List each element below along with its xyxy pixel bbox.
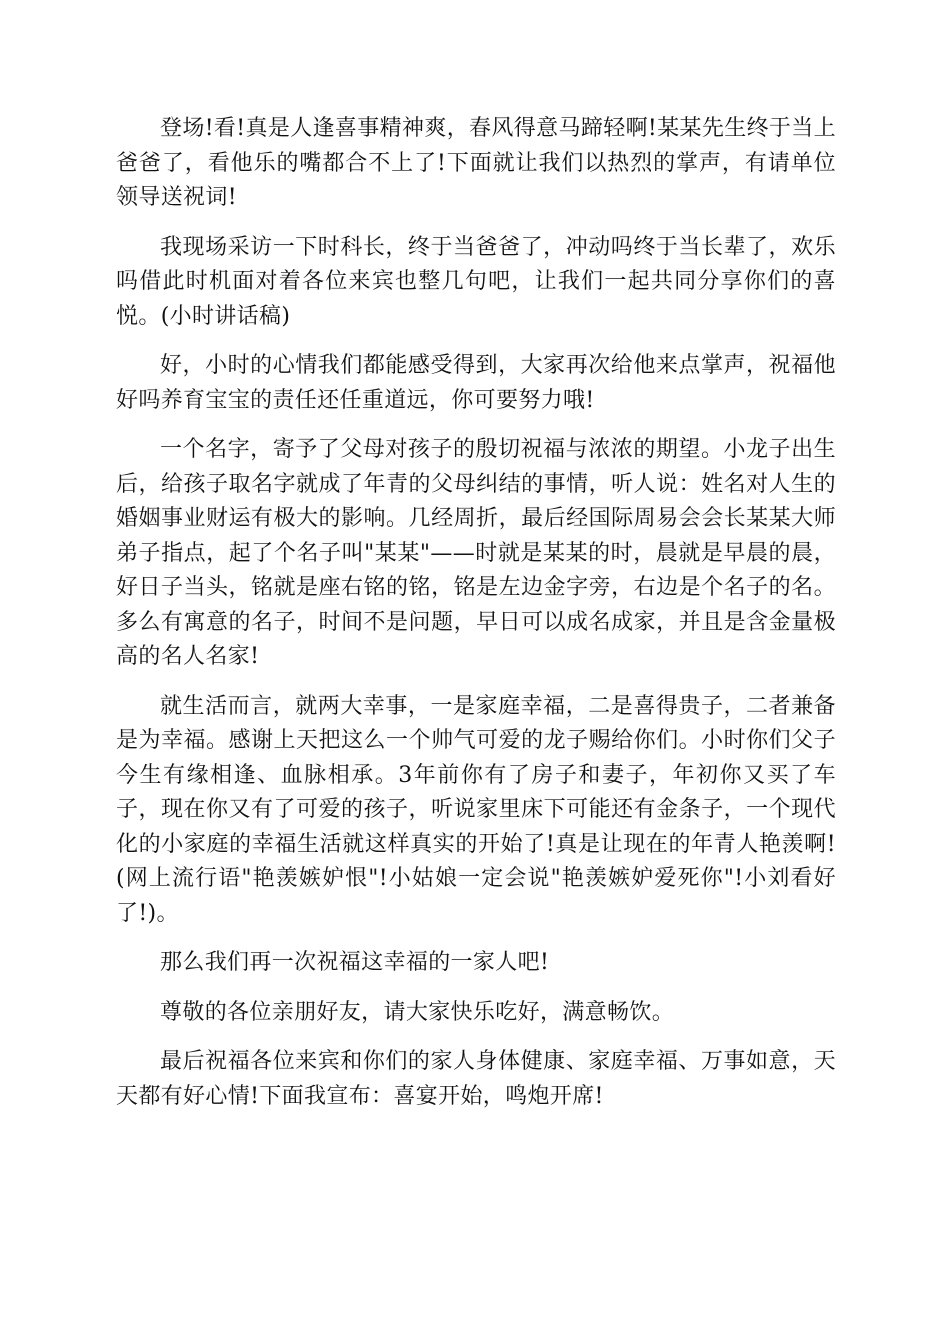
document-page	[116, 112, 836, 1129]
paragraph-5: 就生活而言，就两大幸事，一是家庭幸福，二是喜得贵子，二者兼备是为幸福。感谢上天把这么一个帅气可爱的龙子赐给你们。小时你们父子今生有缘相逢、血脉相承。3年前你有了房子和妻子，年初你又买了车子，现在你又有了可爱的孩子，听说家里床下可能还有金条子，一个现代化的小家庭的幸福生活就这样真实的开始了!真是让现在的年青人艳羡啊!(网上流行语"艳羡嫉妒恨"!小姑娘一定会说"艳羡嫉妒爱死你"!小刘看好了!)。	[116, 693, 836, 926]
paragraph-3: 好，小时的心情我们都能感受得到，大家再次给他来点掌声，祝福他好吗养育宝宝的责任还任重道远，你可要努力哦!	[116, 353, 836, 413]
paragraph-1: 登场!看!真是人逢喜事精神爽，春风得意马蹄轻啊!某某先生终于当上爸爸了，看他乐的嘴都合不上了!下面就让我们以热烈的掌声，有请单位领导送祝词!	[116, 116, 836, 210]
paragraph-2: 我现场采访一下时科长，终于当爸爸了，冲动吗终于当长辈了，欢乐吗借此时机面对着各位来宾也整几句吧，让我们一起共同分享你们的喜悦。(小时讲话稿)	[116, 234, 836, 329]
paragraph-6: 那么我们再一次祝福这幸福的一家人吧!	[160, 950, 550, 975]
paragraph-4: 一个名字，寄予了父母对孩子的殷切祝福与浓浓的期望。小龙子出生后，给孩子取名字就成了年青的父母纠结的事情，听人说：姓名对人生的婚姻事业财运有极大的影响。几经周折，最后经国际周易会会长某某大师弟子指点，起了个名子叫"某某"——时就是某某的时，晨就是早晨的晨，好日子当头，铭就是座右铭的铭，铭是左边金字旁，右边是个名子的名。多么有寓意的名子，时间不是问题，早日可以成名成家，并且是含金量极高的名人名家!	[116, 437, 836, 669]
paragraph-7: 尊敬的各位亲朋好友，请大家快乐吃好，满意畅饮。	[160, 999, 675, 1025]
paragraph-8: 最后祝福各位来宾和你们的家人身体健康、家庭幸福、万事如意，天天都有好心情!下面我宣布：喜宴开始，鸣炮开席!	[116, 1049, 836, 1109]
